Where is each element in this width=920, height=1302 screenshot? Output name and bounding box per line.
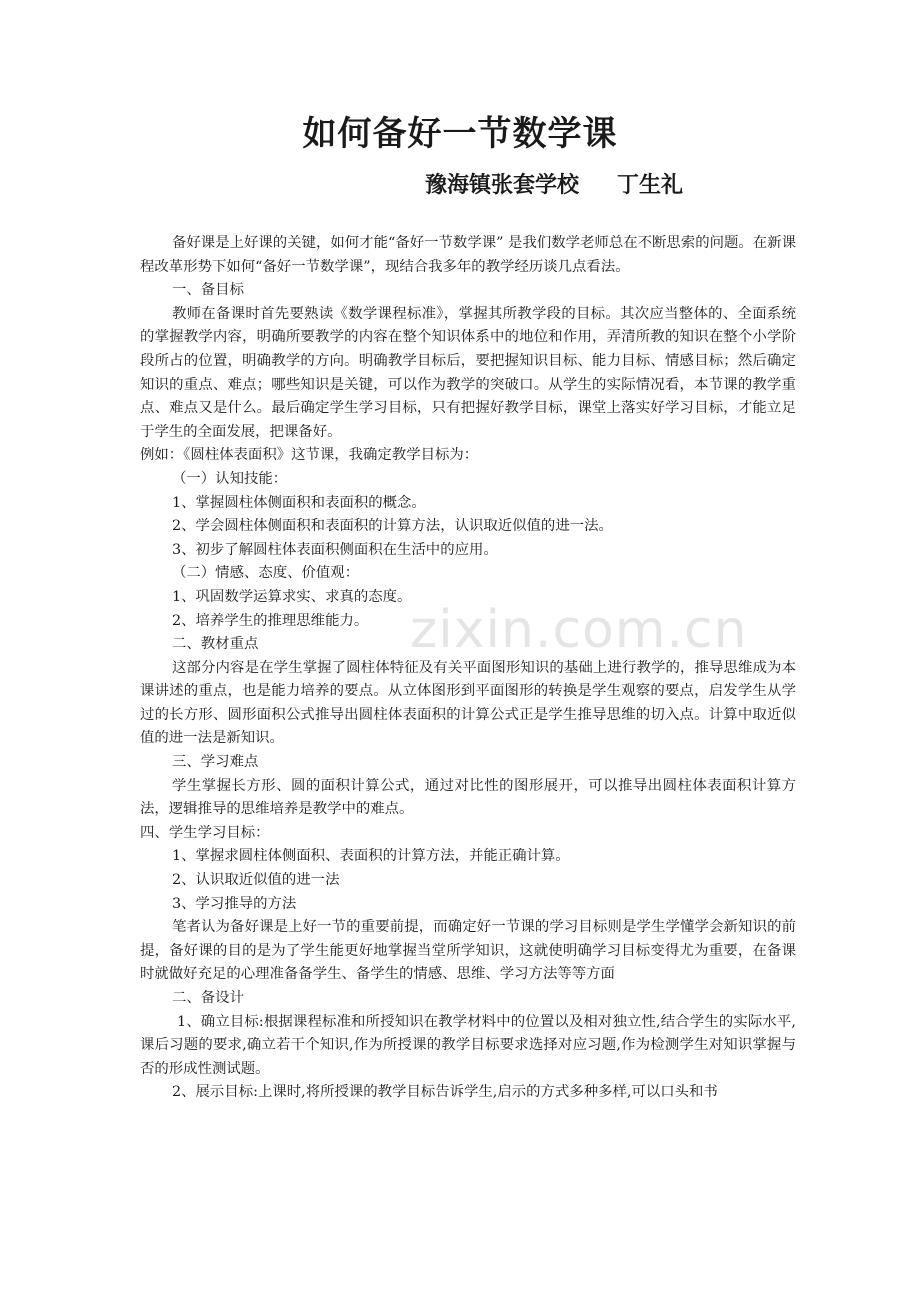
intro-paragraph: 备好课是上好课的关键，如何才能“备好一节数学课” 是我们数学老师总在不断思索的问题。在新课程改革形势下如何“备好一节数学课”，现结合我多年的教学经历谈几点看法。 [140, 235, 796, 275]
paragraph: 笔者认为备好课是上好一节的重要前提，而确定好一节课的学习目标则是学生学懂学会新知识的前提，备好课的目的是为了学生能更好地掌握当堂所学知识，这就使明确学习目标变得尤为重要，在备课时就做好充足的心理准备备学生、备学生的情感、思维、学习方法等等方面 [140, 919, 796, 983]
list-item: 2、认识取近似值的进一法 [172, 872, 340, 889]
watermark: zixin.com.cn [410, 600, 748, 660]
author-school: 豫海镇张套学校 [425, 173, 580, 198]
list-item: 2、培养学生的推理思维能力。 [172, 612, 369, 629]
list-item: 1、掌握圆柱体侧面积和表面积的概念。 [172, 494, 426, 511]
list-item: 2、学会圆柱体侧面积和表面积的计算方法，认识取近似值的进一法。 [172, 518, 613, 535]
list-item: 1、掌握求圆柱体侧面积、表面积的计算方法，并能正确计算。 [172, 848, 570, 865]
paragraph: 这部分内容是在学生掌握了圆柱体特征及有关平面图形知识的基础上进行教学的，推导思维成为本课讲述的重点，也是能力培养的要点。从立体图形到平面图形的转换是学生观察的要点，启发学生从学过的长方形、圆形面积公式推导出圆柱体表面积的计算公式正是学生推导思维的切入点。计算中取近似值的进一法是新知识。 [140, 659, 796, 747]
section-heading-design: 二、备设计 [172, 990, 244, 1006]
author-name: 丁生礼 [617, 173, 684, 198]
paragraph: 学生掌握长方形、圆的面积计算公式，通过对比性的图形展开，可以推导出圆柱体表面积计算方法，逻辑推导的思维培养是教学中的难点。 [140, 777, 796, 818]
paragraph-example: 例如：《圆柱体表面积》这节课，我确定教学目标为： [140, 447, 479, 464]
section-heading-key-points: 二、教材重点 [172, 636, 259, 653]
list-item: 1、确立目标:根据课程标准和所授知识在教学材料中的位置以及相对独立性,结合学生的实际水平,课后习题的要求,确立若干个知识,作为所授课的教学目标要求选择对应习题,作为检测学生对知识掌握与否的形成性测试题。 [140, 1013, 796, 1077]
author-line [425, 170, 683, 202]
subheading: （二）情感、态度、价值观： [172, 565, 360, 582]
list-item: 3、学习推导的方法 [172, 895, 297, 912]
list-item: 1、巩固数学运算求实、求真的态度。 [172, 588, 412, 605]
list-item: 3、初步了解圆柱体表面积侧面积在生活中的应用。 [172, 541, 498, 558]
subheading: （一）认知技能： [172, 470, 288, 487]
paragraph: 教师在备课时首先要熟读《数学课程标准》，掌握其所教学段的目标。其次应当整体的、全面系统的掌握教学内容，明确所要教学的内容在整个知识体系中的地位和作用，弄清所教的知识在整个小学阶段所占的位置，明确教学的方向。明确教学目标后，要把握知识目标、能力目标、情感目标；然后确定知识的重点、难点；哪些知识是关键，可以作为教学的突破口。从学生的实际情况看，本节课的教学重点、难点又是什么。最后确定学生学习目标，只有把握好教学目标，课堂上落实好学习目标，才能立足于学生的全面发展，把课备好。 [140, 305, 796, 440]
section-heading-student-goals: 四、学生学习目标： [140, 824, 270, 841]
section-heading-goals: 一、备目标 [172, 282, 244, 299]
page-title: 如何备好一节数学课 [302, 114, 618, 154]
document-body [140, 232, 796, 1105]
list-item: 2、展示目标:上课时,将所授课的教学目标告诉学生,启示的方式多种多样,可以口头和书 [172, 1084, 718, 1101]
section-heading-difficulties: 三、学习难点 [172, 754, 259, 771]
